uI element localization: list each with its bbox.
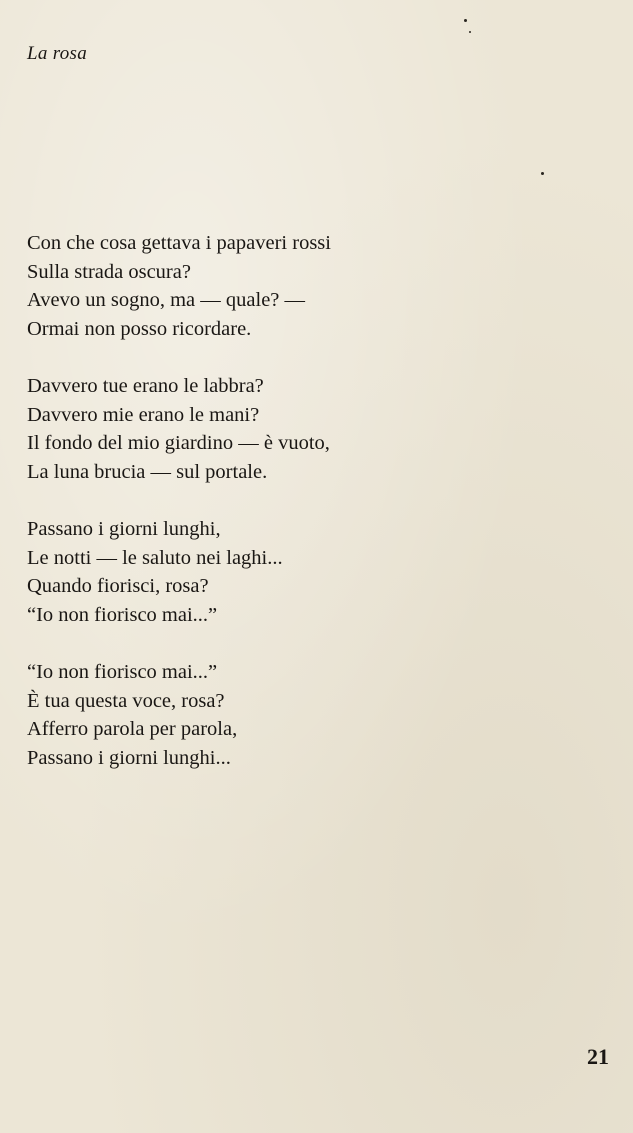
poem-line: Le notti — le saluto nei laghi...: [27, 546, 283, 569]
poem-line: Sulla strada oscura?: [27, 260, 191, 283]
stanza-2: [27, 372, 587, 486]
poem-title: La rosa: [27, 43, 87, 64]
poem-line: Afferro parola per parola,: [27, 718, 238, 741]
page-number: 21: [587, 1044, 609, 1069]
poem-line: Ormai non posso ricordare.: [27, 317, 252, 340]
poem-line: Passano i giorni lunghi,: [27, 517, 221, 540]
stanza-4: [27, 658, 587, 772]
ink-speck: [464, 19, 467, 22]
poem-line: Davvero tue erano le labbra?: [27, 374, 264, 397]
poem-line: “Io non fiorisco mai...”: [27, 660, 218, 683]
poem-line: Con che cosa gettava i papaveri rossi: [27, 232, 331, 254]
poem-line: La luna brucia — sul portale.: [27, 460, 268, 483]
ink-speck: [469, 31, 471, 33]
poem-line: Passano i giorni lunghi...: [27, 746, 231, 769]
poem-line: È tua questa voce, rosa?: [27, 689, 225, 712]
ink-speck: [541, 172, 544, 175]
poem-body: [27, 229, 587, 801]
poem-line: Davvero mie erano le mani?: [27, 403, 260, 426]
poem-line: Quando fiorisci, rosa?: [27, 575, 209, 598]
stanza-3: [27, 515, 587, 629]
poem-line: Il fondo del mio giardino — è vuoto,: [27, 432, 330, 455]
stanza-1: [27, 229, 587, 343]
poem-line: Avevo un sogno, ma — quale? —: [27, 289, 306, 312]
poem-line: “Io non fiorisco mai...”: [27, 603, 218, 626]
